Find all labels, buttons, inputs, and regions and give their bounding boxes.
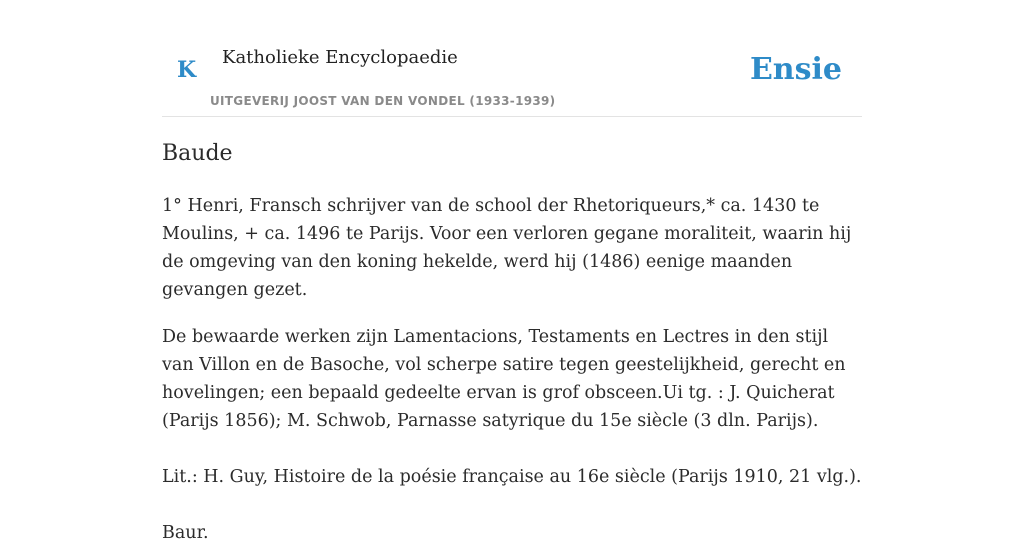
logo-k-icon[interactable]: K — [177, 57, 197, 83]
article-title: Baude — [162, 141, 233, 166]
site-title[interactable]: Katholieke Encyclopaedie — [222, 47, 458, 68]
article-content — [162, 136, 862, 547]
literature-reference: Lit.: H. Guy, Histoire de la poésie française au 16e siècle (Parijs 1910, 21 vlg.). — [162, 467, 862, 487]
site-header — [162, 0, 862, 117]
article-paragraph-2: De bewaarde werken zijn Lamentacions, Testaments en Lectres in den stijl van Villon en de Basoche, vol scherpe satire tegen geestelijkheid, gerecht en hovelingen; een bepaald gedeelte ervan is grof obsceen.Ui tg. : J. Quicherat (Parijs 1856); M. Schwob, Parnasse satyrique du 15e siècle (3 dln. Parijs). — [162, 327, 846, 431]
ensie-brand-link[interactable]: Ensie — [749, 52, 842, 87]
article-paragraph-1: 1° Henri, Fransch schrijver van de school der Rhetoriqueurs,* ca. 1430 te Moulins, + ca. 1496 te Parijs. Voor een verloren gegane moraliteit, waarin hij de omgeving van den koning hekelde, werd hij (1486) eenige maanden gevangen gezet. — [162, 196, 852, 300]
author-signature: Baur. — [162, 523, 209, 543]
publisher-subtitle: UITGEVERIJ JOOST VAN DEN VONDEL (1933-1939) — [210, 94, 556, 108]
